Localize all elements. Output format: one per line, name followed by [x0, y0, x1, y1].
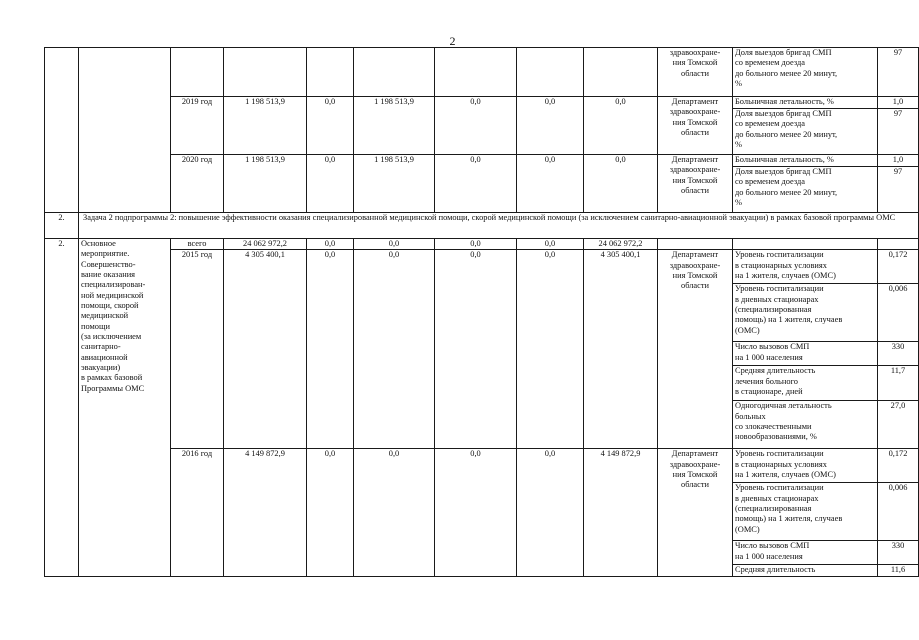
cell-empty-num — [45, 48, 79, 213]
loc-cell: 0,0 — [435, 449, 517, 576]
indicator-cell: Больничная летальность, % — [733, 155, 878, 167]
indicator-cell: Доля выездов бригад СМП со временем доезда до больного менее 20 минут, % — [733, 109, 878, 155]
indicator-cell: Уровень госпитализации в стационарных условиях на 1 жителя, случаев (ОМС) — [733, 449, 878, 483]
oms-cell: 4 149 872,9 — [584, 449, 658, 576]
task-number: 2. — [45, 213, 79, 239]
dept-cell: Департамент здравоохране- ния Томской области — [658, 97, 733, 155]
table-row — [45, 48, 919, 97]
indicator-value: 11,7 — [878, 366, 919, 401]
fed-cell: 0,0 — [307, 239, 354, 250]
reg-cell: 1 198 513,9 — [354, 155, 435, 213]
dept-cell: Департамент здравоохране- ния Томской области — [658, 155, 733, 213]
task-text: Задача 2 подпрограммы 2: повышение эффективности оказания специализированной медицинской помощи, скорой медицинской помощи (за исключением санитарно-авиационной эвакуации) в рамках базовой программы ОМС — [79, 213, 919, 239]
indicator-value: 330 — [878, 342, 919, 366]
oms-cell: 4 305 400,1 — [584, 250, 658, 449]
loc-cell: 0,0 — [435, 97, 517, 155]
reg-cell: 0,0 — [354, 239, 435, 250]
reg-cell: 0,0 — [354, 250, 435, 449]
indicator-value: 11,6 — [878, 565, 919, 576]
indicator-cell: Средняя длительность — [733, 565, 878, 576]
other-cell: 0,0 — [517, 250, 584, 449]
indicator-value: 1,0 — [878, 155, 919, 167]
indicator-cell: Число вызовов СМП на 1 000 населения — [733, 541, 878, 565]
indicator-value: 330 — [878, 541, 919, 565]
indicator-cell: Средняя длительность лечения больного в стационаре, дней — [733, 366, 878, 401]
other-cell: 0,0 — [517, 155, 584, 213]
indicator-cell: Больничная летальность, % — [733, 97, 878, 109]
fed-cell: 0,0 — [307, 250, 354, 449]
fed-cell: 0,0 — [307, 155, 354, 213]
reg-cell: 1 198 513,9 — [354, 97, 435, 155]
year-cell: 2016 год — [171, 449, 224, 576]
indicator-value: 0,172 — [878, 449, 919, 483]
loc-cell: 0,0 — [435, 155, 517, 213]
reg-cell: 0,0 — [354, 449, 435, 576]
activity-number: 2. — [45, 239, 79, 577]
table-row — [45, 155, 919, 167]
indicator-cell: Число вызовов СМП на 1 000 населения — [733, 342, 878, 366]
table-row — [45, 239, 919, 250]
indicator-value: 0,172 — [878, 250, 919, 284]
fed-cell: 0,0 — [307, 449, 354, 576]
indicator-cell: Доля выездов бригад СМП со временем доезда до больного менее 20 минут, % — [733, 167, 878, 213]
other-cell: 0,0 — [517, 449, 584, 576]
indicator-value: 0,006 — [878, 483, 919, 541]
total-cell: 4 305 400,1 — [224, 250, 307, 449]
fed-cell: 0,0 — [307, 97, 354, 155]
indicator-cell: Одногодичная летальность больных со злокачественными новообразованиями, % — [733, 401, 878, 449]
total-cell: 1 198 513,9 — [224, 97, 307, 155]
other-cell: 0,0 — [517, 239, 584, 250]
table-row — [45, 250, 919, 284]
table-row — [45, 449, 919, 483]
indicator-value: 27,0 — [878, 401, 919, 449]
page-number: 2 — [449, 34, 456, 48]
indicator-value: 97 — [878, 109, 919, 155]
total-cell: 1 198 513,9 — [224, 155, 307, 213]
activity-name: Основное мероприятие. Совершенство- вание оказания специализирован- ной медицинской помощи, скорой медицинской помощи (за исключением санитарно- авиационной эвакуации) в рамках базовой Программы ОМС — [79, 239, 171, 577]
year-cell: 2020 год — [171, 155, 224, 213]
loc-cell: 0,0 — [435, 239, 517, 250]
oms-cell: 0,0 — [584, 155, 658, 213]
oms-cell: 24 062 972,2 — [584, 239, 658, 250]
task-row — [45, 213, 919, 239]
year-cell: 2019 год — [171, 97, 224, 155]
indicator-cell: Уровень госпитализации в дневных стационарах (специализированная помощь) на 1 жителя, случаев (ОМС) — [733, 483, 878, 541]
dept-cell: Департамент здравоохране- ния Томской области — [658, 449, 733, 576]
total-cell: 24 062 972,2 — [224, 239, 307, 250]
indicator-cell: Уровень госпитализации в дневных стационарах (специализированная помощь) на 1 жителя, случаев (ОМС) — [733, 284, 878, 342]
indicator-value: 0,006 — [878, 284, 919, 342]
program-table — [44, 47, 919, 577]
year-cell: 2015 год — [171, 250, 224, 449]
indicator-cell: Уровень госпитализации в стационарных условиях на 1 жителя, случаев (ОМС) — [733, 250, 878, 284]
indicator-value: 1,0 — [878, 97, 919, 109]
indicator-value: 97 — [878, 48, 919, 97]
loc-cell: 0,0 — [435, 250, 517, 449]
year-cell: всего — [171, 239, 224, 250]
indicator-value: 97 — [878, 167, 919, 213]
table-row — [45, 97, 919, 109]
indicator-cell: Доля выездов бригад СМП со временем доезда до больного менее 20 минут, % — [733, 48, 878, 97]
dept-cell: здравоохране- ния Томской области — [658, 48, 733, 97]
oms-cell: 0,0 — [584, 97, 658, 155]
cell-empty-name — [79, 48, 171, 213]
total-cell: 4 149 872,9 — [224, 449, 307, 576]
other-cell: 0,0 — [517, 97, 584, 155]
dept-cell: Департамент здравоохране- ния Томской области — [658, 250, 733, 449]
